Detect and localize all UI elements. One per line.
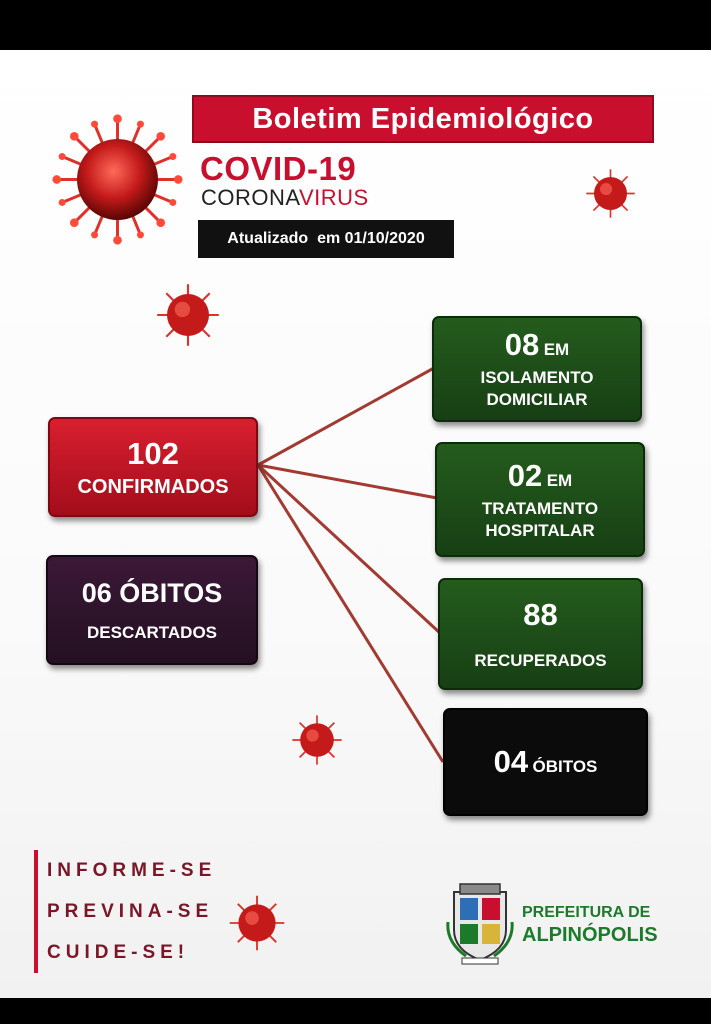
discarded-count: 06 ÓBITOS [81,577,223,608]
prefeitura-line2: ALPINÓPOLIS [522,924,658,946]
slogan [34,850,216,973]
updated-date: Atualizado em 01/10/2020 [198,220,454,258]
prefeitura-line1: PREFEITURA DE [522,904,651,921]
corona-prefix: CORONA [201,185,299,210]
hospital-count: 02 [507,457,543,493]
prefeitura-logo [522,903,658,947]
bulletin-poster [0,50,711,998]
coronavirus-icon [153,280,223,350]
slogan-line: INFORME-SE [47,860,217,881]
coronavirus-icon [50,112,185,247]
hospital-heading [508,458,572,494]
coronavirus-icon [583,166,638,221]
recovered-label: RECUPERADOS [474,651,607,670]
corona-suffix: VIRUS [298,185,369,210]
hospital-suffix: EM [546,470,573,490]
hospital-line1: TRATAMENTO [481,498,599,518]
coronavirus-subtitle [201,185,369,211]
hospital-box [435,442,645,557]
discarded-label: DESCARTADOS [86,622,218,642]
hospital-line2: HOSPITALAR [485,520,595,540]
isolation-heading [505,327,569,363]
isolation-box [432,316,642,422]
slogan-line: CUIDE-SE! [47,942,190,963]
recovered-count: 88 [523,597,558,632]
covid-title: COVID-19 [200,150,357,187]
confirmed-label: CONFIRMADOS [77,475,229,498]
isolation-count: 08 [504,327,540,362]
coat-of-arms-icon [446,882,514,966]
confirmed-box [48,417,258,517]
discarded-box [46,555,258,665]
deaths-suffix: ÓBITOS [532,757,598,776]
coronavirus-icon [289,712,345,768]
deaths-heading [494,744,598,780]
deaths-box [443,708,648,816]
confirmed-count: 102 [127,435,179,471]
isolation-suffix: EM [543,340,570,359]
bulletin-title: Boletim Epidemiológico [192,95,654,143]
slogan-line: PREVINA-SE [47,901,214,922]
coronavirus-icon [226,892,288,954]
isolation-line2: DOMICILIAR [486,390,588,409]
deaths-count: 04 [493,744,529,779]
recovered-box [438,578,643,690]
isolation-line1: ISOLAMENTO [480,368,594,387]
